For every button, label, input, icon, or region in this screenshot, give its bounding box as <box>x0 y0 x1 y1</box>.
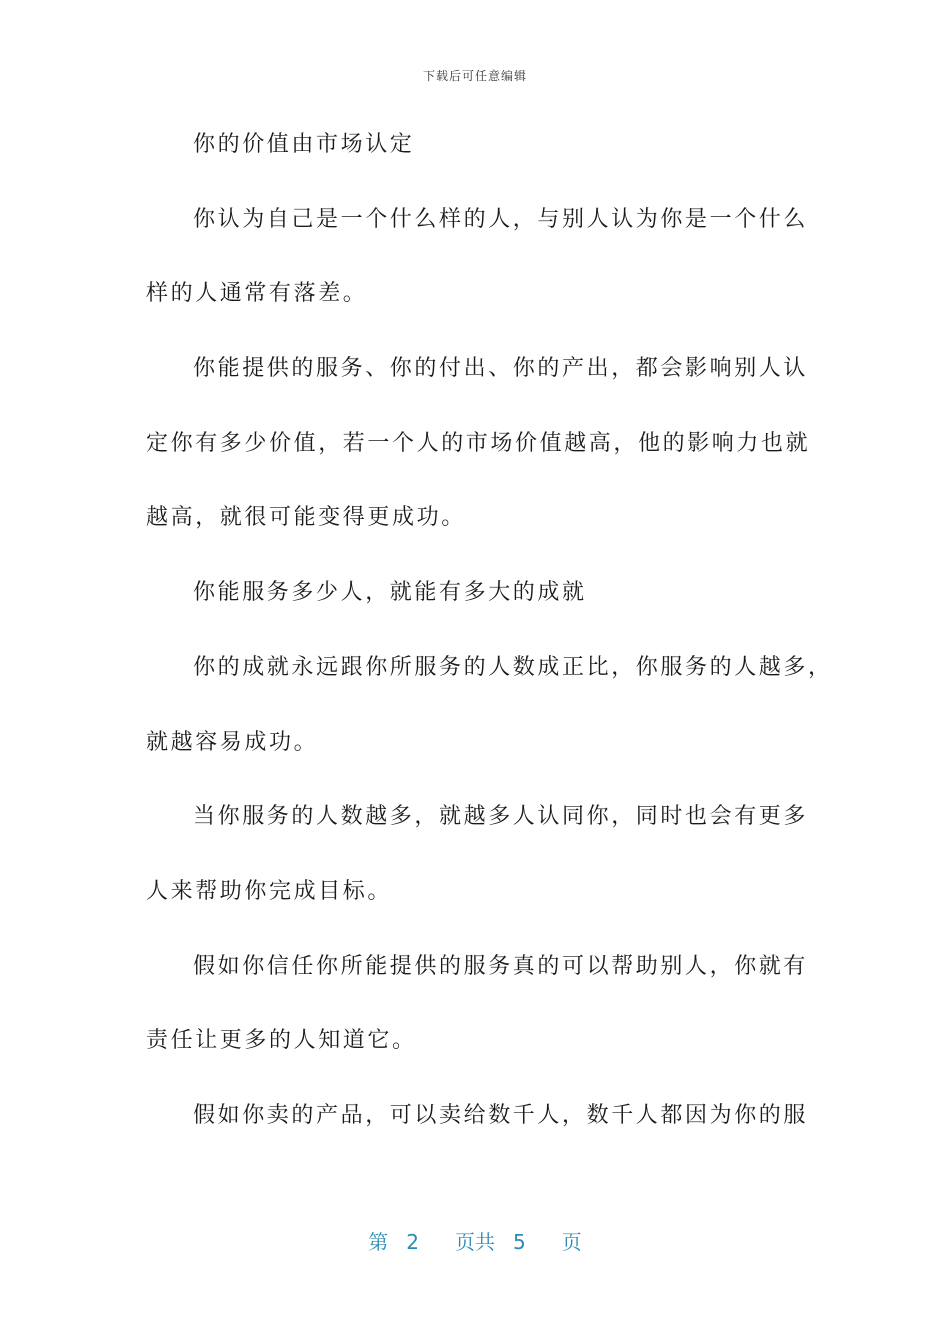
footer-total-pages: 5 <box>513 1230 526 1254</box>
paragraph-line: 假如你卖的产品，可以卖给数千人，数千人都因为你的服 <box>193 1102 809 1128</box>
paragraph-line: 你的成就永远跟你所服务的人数成正比，你服务的人越多， <box>193 654 833 680</box>
header-note: 下载后可任意编辑 <box>422 69 527 83</box>
paragraph-line: 你认为自己是一个什么样的人，与别人认为你是一个什么 <box>193 206 809 232</box>
footer-prefix: 第 <box>368 1230 389 1254</box>
paragraph-line: 人来帮助你完成目标。 <box>146 878 393 904</box>
paragraph-line: 样的人通常有落差。 <box>146 281 368 307</box>
footer-suffix: 页 <box>561 1230 582 1254</box>
paragraph-line: 定你有多少价值，若一个人的市场价值越高，他的影响力也就 <box>146 430 811 456</box>
paragraph-line: 你能提供的服务、你的付出、你的产出，都会影响别人认 <box>193 356 809 382</box>
footer-middle: 页共 <box>455 1230 495 1254</box>
paragraph-line: 责任让更多的人知道它。 <box>146 1028 417 1054</box>
paragraph-line: 就越容易成功。 <box>146 729 319 755</box>
footer-current-page: 2 <box>406 1230 419 1254</box>
paragraph-line: 当你服务的人数越多，就越多人认同你，同时也会有更多 <box>193 804 809 830</box>
paragraph-line: 你的价值由市场认定 <box>193 132 415 157</box>
paragraph-line: 假如你信任你所能提供的服务真的可以帮助别人，你就有 <box>193 953 809 979</box>
page-number-footer <box>0 1226 950 1255</box>
paragraph-line: 越高，就很可能变得更成功。 <box>146 505 466 531</box>
paragraph-line: 你能服务多少人，就能有多大的成就 <box>193 580 587 606</box>
body-text <box>146 128 833 1174</box>
